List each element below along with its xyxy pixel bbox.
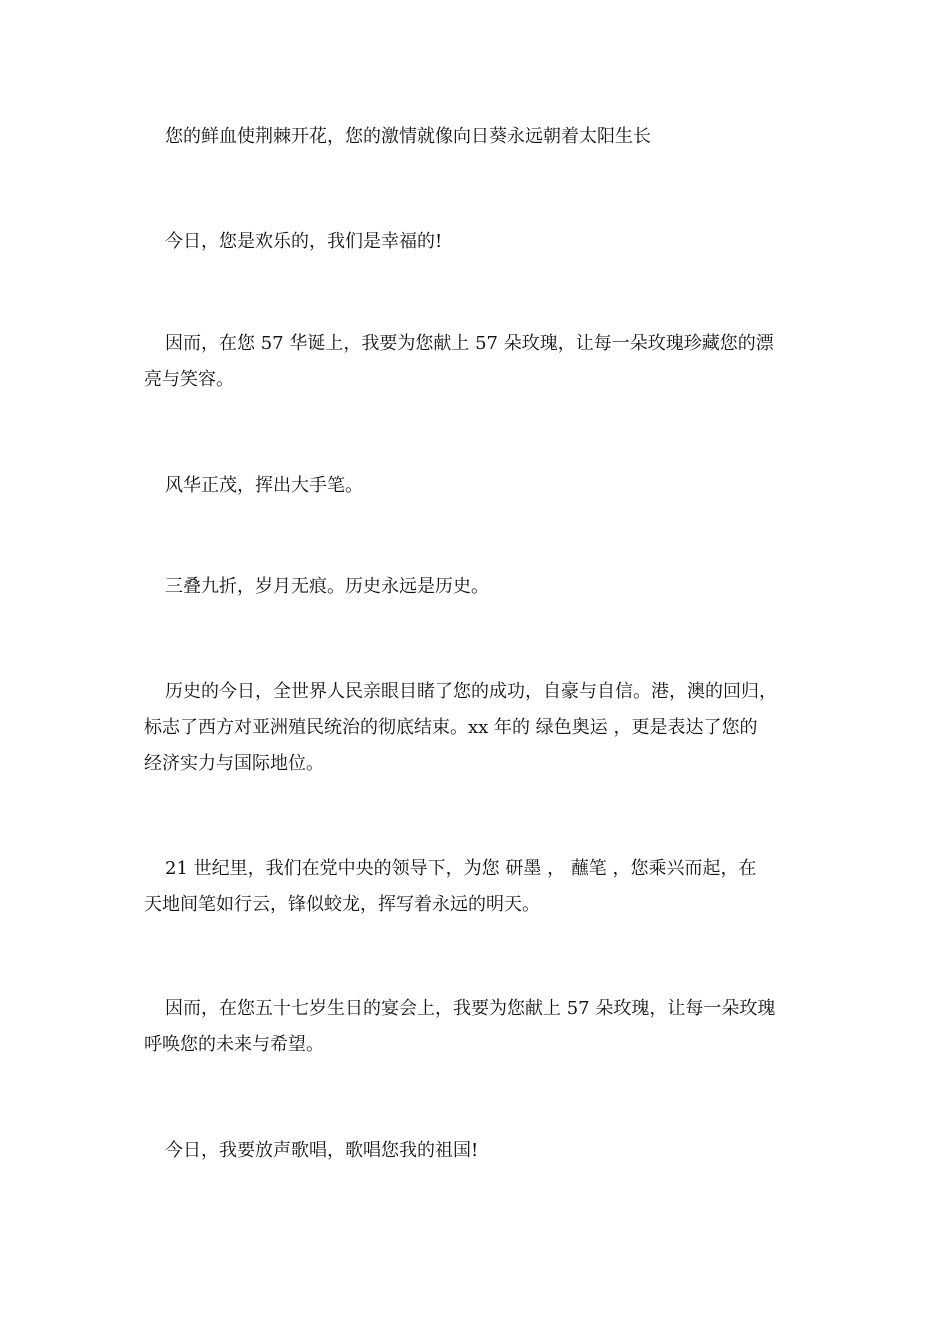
paragraph-7 [144, 851, 806, 923]
paragraph-9 [144, 1133, 806, 1169]
paragraph-line: 因而，在您五十七岁生日的宴会上，我要为您献上 57 朵玫瑰，让每一朵玫瑰 [165, 998, 776, 1019]
paragraph-line: 三叠九折，岁月无痕。历史永远是历史。 [165, 576, 489, 597]
paragraph-1 [144, 119, 806, 155]
paragraph-line: 因而，在您 57 华诞上，我要为您献上 57 朵玫瑰，让每一朵玫瑰珍藏您的漂 [165, 333, 774, 354]
paragraph-line: 呼唤您的未来与希望。 [144, 1034, 324, 1055]
paragraph-line: 标志了西方对亚洲殖民统治的彻底结束。xx 年的 绿色奥运 ，更是表达了您的 [144, 717, 758, 738]
paragraph-3 [144, 326, 806, 398]
paragraph-line: 21 世纪里，我们在党中央的领导下，为您 研墨 ， 蘸笔 ，您乘兴而起，在 [165, 858, 757, 879]
paragraph-line: 历史的今日，全世界人民亲眼目睹了您的成功，自豪与自信。港，澳的回归， [165, 681, 777, 702]
paragraph-line: 今日，我要放声歌唱，歌唱您我的祖国! [165, 1140, 479, 1161]
paragraph-line: 天地间笔如行云，锋似蛟龙，挥写着永远的明天。 [144, 894, 540, 915]
paragraph-6 [144, 674, 806, 782]
paragraph-line: 亮与笑容。 [144, 369, 234, 390]
paragraph-2 [144, 224, 806, 260]
paragraph-5 [144, 569, 806, 605]
paragraph-4 [144, 468, 806, 504]
paragraph-line: 经济实力与国际地位。 [144, 753, 324, 774]
paragraph-line: 风华正茂，挥出大手笔。 [165, 475, 363, 496]
paragraph-line: 您的鲜血使荆棘开花，您的激情就像向日葵永远朝着太阳生长 [165, 126, 651, 147]
paragraph-line: 今日，您是欢乐的，我们是幸福的! [165, 231, 443, 252]
paragraph-8 [144, 991, 806, 1063]
